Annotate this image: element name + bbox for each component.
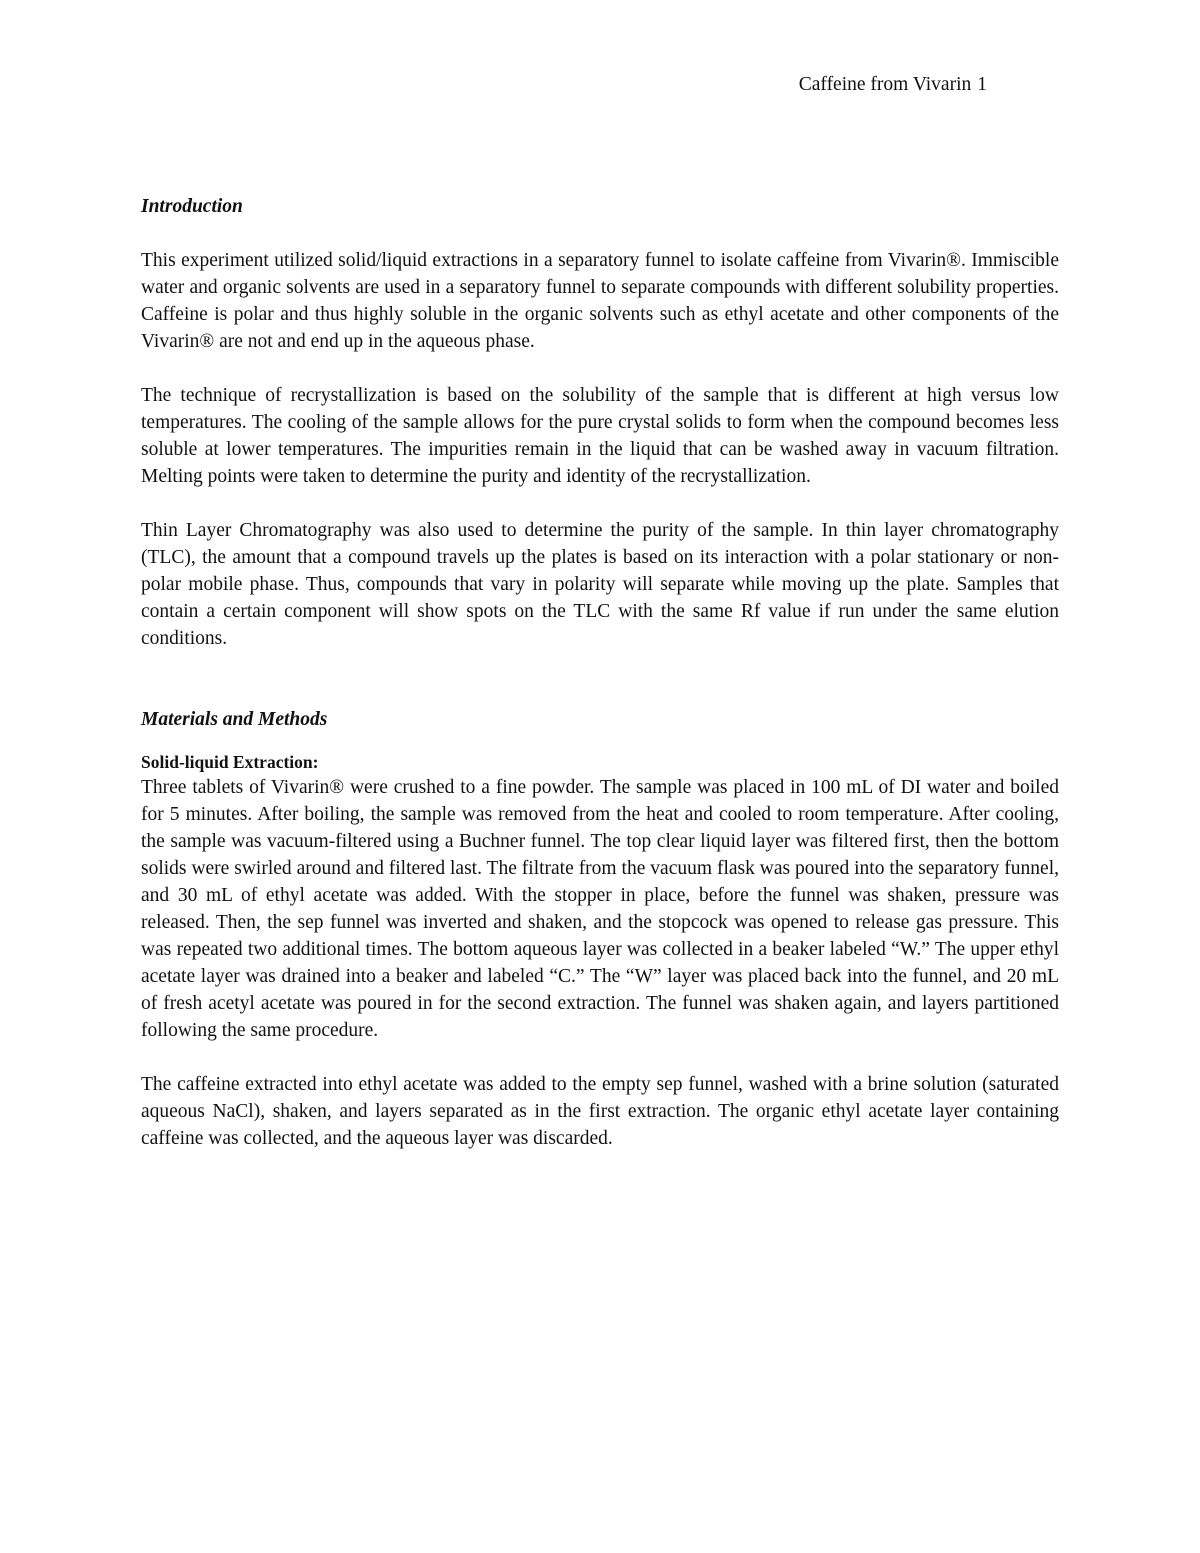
running-header (799, 72, 987, 98)
intro-paragraph-1: This experiment utilized solid/liquid extractions in a separatory funnel to isolate caffeine from Vivarin®. Immiscible water and organic solvents are used in a separatory funnel to separate compounds with different solubility properties. Caffeine is polar and thus highly soluble in the organic solvents such as ethyl acetate and other components of the Vivarin® are not and end up in the aqueous phase. (141, 250, 1059, 352)
intro-paragraph-3: Thin Layer Chromatography was also used to determine the purity of the sample. In thin layer chromatography (TLC), the amount that a compound travels up the plates is based on its interaction with a polar stationary or non-polar mobile phase. Thus, compounds that vary in polarity will separate while moving up the plate. Samples that contain a certain component will show spots on the TLC with the same Rf value if run under the same elution conditions. (141, 520, 1059, 649)
methods-paragraph-2: The caffeine extracted into ethyl acetate was added to the empty sep funnel, washed with a brine solution (saturated aqueous NaCl), shaken, and layers separated as in the first extraction. The organic ethyl acetate layer containing caffeine was collected, and the aqueous layer was discarded. (141, 1074, 1059, 1149)
materials-methods-heading: Materials and Methods (141, 709, 328, 730)
page-number: 1 (977, 74, 987, 95)
introduction-heading: Introduction (141, 196, 243, 217)
document-body (141, 193, 1059, 1179)
intro-paragraph-2: The technique of recrystallization is based on the solubility of the sample that is different at high versus low temperatures. The cooling of the sample allows for the pure crystal solids to form when the compound becomes less soluble at lower temperatures. The impurities remain in the liquid that can be washed away in vacuum filtration. Melting points were taken to determine the purity and identity of the recrystallization. (141, 385, 1059, 487)
running-title: Caffeine from Vivarin (798, 74, 972, 95)
solid-liquid-extraction-subheading: Solid-liquid Extraction: (141, 752, 319, 772)
methods-paragraph-1: Three tablets of Vivarin® were crushed to a fine powder. The sample was placed in 100 mL of DI water and boiled for 5 minutes. After boiling, the sample was removed from the heat and cooled to room temperature. After cooling, the sample was vacuum-filtered using a Buchner funnel. The top clear liquid layer was filtered first, then the bottom solids were swirled around and filtered last. The filtrate from the vacuum flask was poured into the separatory funnel, and 30 mL of ethyl acetate was added. With the stopper in place, before the funnel was shaken, pressure was released. Then, the sep funnel was inverted and shaken, and the stopcock was opened to release gas pressure. This was repeated two additional times. The bottom aqueous layer was collected in a beaker labeled “W.” The upper ethyl acetate layer was drained into a beaker and labeled “C.” The “W” layer was placed back into the funnel, and 20 mL of fresh acetyl acetate was poured in for the second extraction. The funnel was shaken again, and layers partitioned following the same procedure. (141, 777, 1059, 1041)
